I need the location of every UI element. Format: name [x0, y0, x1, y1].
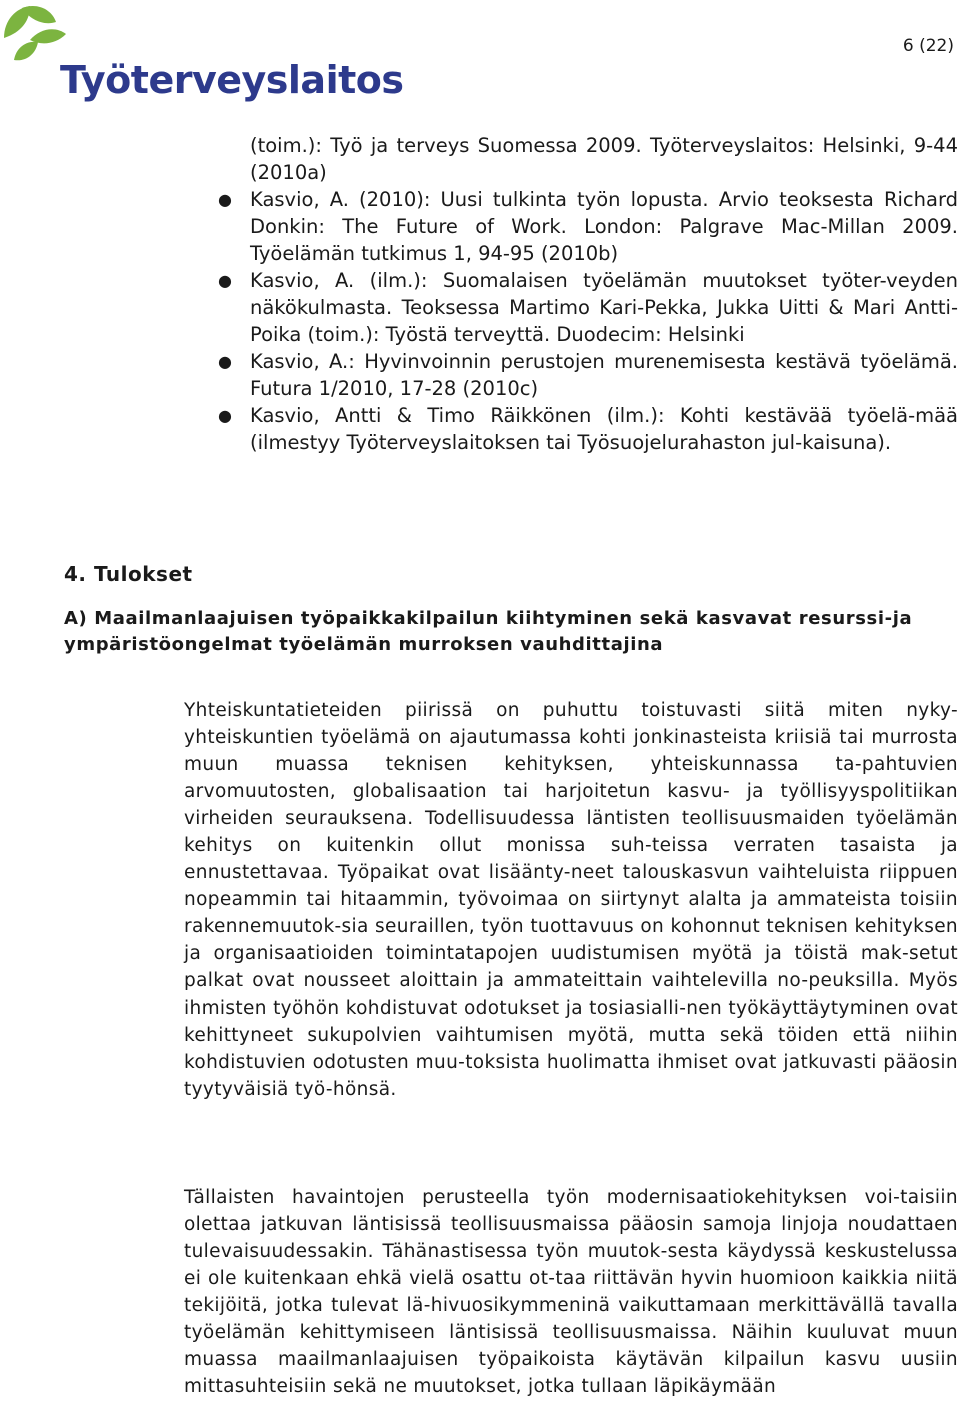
bullet-icon: ● [218, 406, 232, 425]
reference-item [218, 267, 958, 348]
reference-list [218, 132, 958, 456]
reference-item [218, 186, 958, 267]
logo-text: Työterveyslaitos [60, 58, 404, 102]
body-paragraph: Tällaisten havaintojen perusteella työn modernisaatiokehityksen voi-taisiin olettaa jatkuvan läntisissä teollisuusmaissa pääosin samoja linjoja noudattaen tulevaisuudessakin. Tähänastisessa työn muutok-sesta käydyssä keskustelussa ei ole kuitenkaan ehkä vielä osattu ot-taa riittävän hyvin huomioon kaikkia niitä tekijöitä, jotka tulevat lä-hivuosikymmeninä vaikuttamaan merkittävällä tavalla työelämän kehittymiseen läntisissä teollisuusmaissa. Näihin kuuluvat muun muassa maailmanlaajuisen työpaikoista käytävän kilpailun kasvu uusiin mittasuhteisiin sekä ne muutokset, jotka tullaan läpikäymään [184, 1186, 958, 1398]
page-number: 6 (22) [902, 36, 954, 56]
reference-text: Kasvio, A.: Hyvinvoinnin perustojen murenemisesta kestävä työelämä. Futura 1/2010, 17-28 (2010c) [250, 350, 958, 400]
section-subheading: A) Maailmanlaajuisen työpaikkakilpailun kiihtyminen sekä kasvavat resurssi-ja ympäristöongelmat työelämän murroksen vauhdittajina [64, 608, 913, 655]
body-paragraph: Yhteiskuntatieteiden piirissä on puhuttu toistuvasti siitä miten nyky-yhteiskuntien työelämä on ajautumassa kohti jonkinasteista kriisiä tai murrosta muun muassa teknisen kehityksen, yhteiskunnassa ta-pahtuvien arvomuutosten, globalisaation tai harjoitetun kasvu- ja työllisyyspolitiikan virheiden seurauksena. Todellisuudessa läntisten teollisuusmaiden työelämän kehitys on kuitenkin ollut monissa suh-teissa verraten tasaista ja ennustettavaa. Työpaikat ovat lisäänty-neet talouskasvun vaihteluista riippuen nopeammin tai hitaammin, työvoimaa on siirtynyt alalta ja ammateista toisiin rakennemuutok-sia seuraillen, työn tuottavuus on kohonnut teknisen kehityksen ja organisaatioiden toimintatapojen uudistumisen myötä ja töistä mak-setut palkat ovat nousseet aloittain ja ammateittain vaihtelevilla no-peuksilla. Myös ihmisten työhön kohdistuvat odotukset ja tosiasialli-nen työkäyttäytyminen ovat kehittyneet sukupolvien vaihtumisen myötä, mutta sekä töiden että niihin kohdistuvien odotusten muu-toksista huolimatta ihmiset ovat jatkuvasti pääosin tyytyväisiä työ-hönsä. [184, 699, 958, 1100]
reference-item [218, 348, 958, 402]
reference-item [218, 402, 958, 456]
reference-continuation: (toim.): Työ ja terveys Suomessa 2009. Työterveyslaitos: Helsinki, 9-44 (2010a) [250, 134, 958, 184]
bullet-icon: ● [218, 352, 232, 371]
reference-text: Kasvio, Antti & Timo Räikkönen (ilm.): Kohti kestävää työelä-mää (ilmestyy Työterveyslaitoksen tai Työsuojelurahaston jul-kaisuna). [250, 404, 958, 454]
reference-text: Kasvio, A. (ilm.): Suomalaisen työelämän muutokset työter-veyden näkökulmasta. Teoksessa Martimo Kari-Pekka, Jukka Uitti & Mari Antti-Poika (toim.): Työstä terveyttä. Duodecim: Helsinki [250, 269, 958, 346]
logo [0, 0, 404, 110]
reference-text: Kasvio, A. (2010): Uusi tulkinta työn lopusta. Arvio teoksesta Richard Donkin: The Future of Work. London: Palgrave Mac-Millan 2009. Työelämän tutkimus 1, 94-95 (2010b) [250, 188, 958, 265]
bullet-icon: ● [218, 190, 232, 209]
section-heading: 4. Tulokset [64, 562, 193, 586]
bullet-icon: ● [218, 271, 232, 290]
